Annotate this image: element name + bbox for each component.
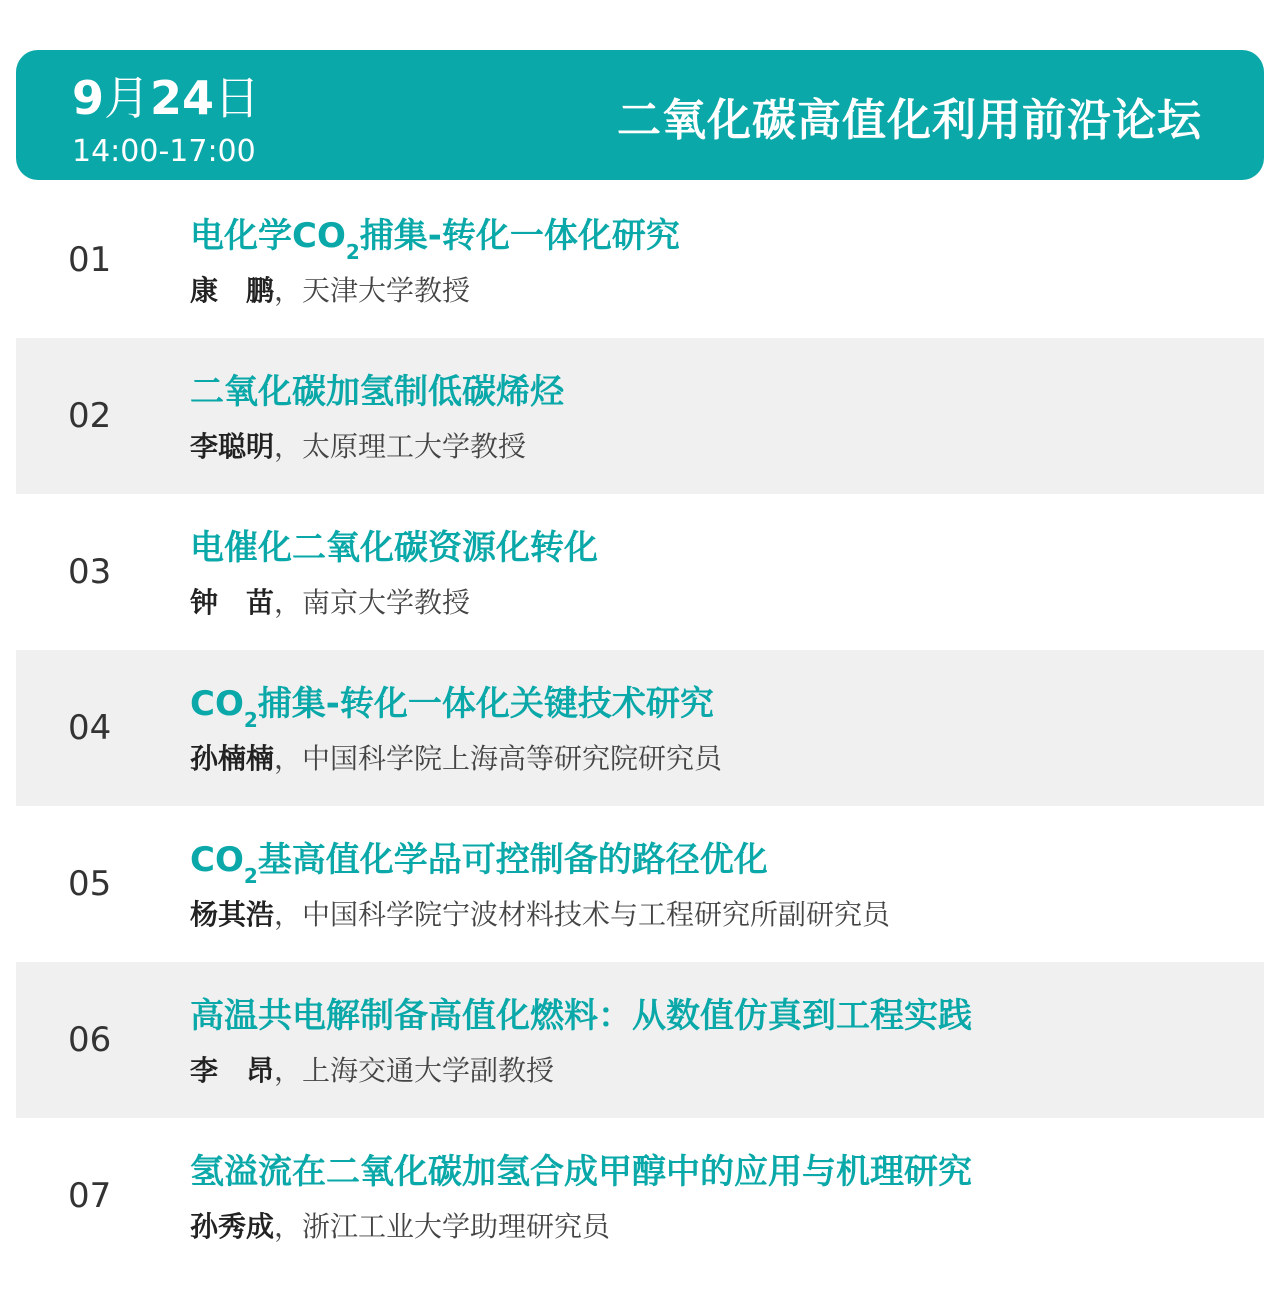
talk-title-text: CO — [190, 840, 244, 880]
subscript: 2 — [243, 708, 258, 732]
talk-title-text: 基高值化学品可控制备的路径优化 — [257, 840, 768, 880]
forum-header — [16, 50, 1264, 180]
speaker-name: 康 鹏 — [190, 274, 275, 307]
agenda-list — [16, 182, 1264, 1274]
speaker-line — [190, 1208, 610, 1246]
talk-title-text: 捕集-转化一体化关键技术研究 — [257, 684, 714, 724]
talk-title-text: 氢溢流在二氧化碳加氢合成甲醇中的应用与机理研究 — [190, 1152, 972, 1192]
speaker-affiliation: ，太原理工大学教授 — [274, 430, 527, 463]
speaker-affiliation: ，中国科学院宁波材料技术与工程研究所副研究员 — [274, 898, 891, 931]
speaker-line — [190, 584, 470, 622]
agenda-item — [16, 650, 1264, 806]
speaker-name: 杨其浩 — [190, 898, 275, 931]
agenda-item — [16, 338, 1264, 494]
subscript: 2 — [345, 240, 360, 264]
date-month-number: 9 — [72, 71, 105, 125]
date-month-unit: 月 — [104, 71, 151, 125]
talk-title — [190, 838, 768, 886]
date-day-number: 24 — [150, 71, 215, 125]
item-number: 02 — [68, 396, 112, 436]
speaker-affiliation: ，上海交通大学副教授 — [274, 1054, 555, 1087]
talk-title-text: 捕集-转化一体化研究 — [359, 216, 680, 256]
talk-title — [190, 1150, 972, 1198]
talk-title — [190, 370, 564, 418]
speaker-line — [190, 740, 722, 778]
agenda-item — [16, 182, 1264, 338]
speaker-name: 钟 苗 — [190, 586, 275, 619]
agenda-item — [16, 962, 1264, 1118]
item-number: 05 — [68, 864, 112, 904]
item-number: 06 — [68, 1020, 112, 1060]
speaker-line — [190, 1052, 554, 1090]
speaker-name: 李 昂 — [190, 1054, 275, 1087]
date-day-unit: 日 — [214, 71, 261, 125]
speaker-name: 孙秀成 — [190, 1210, 275, 1243]
speaker-affiliation: ，中国科学院上海高等研究院研究员 — [274, 742, 723, 775]
talk-title-text: 二氧化碳加氢制低碳烯烃 — [190, 372, 564, 412]
speaker-line — [190, 896, 890, 934]
talk-title — [190, 994, 972, 1042]
speaker-affiliation: ，天津大学教授 — [274, 274, 471, 307]
talk-title-text: 高温共电解制备高值化燃料：从数值仿真到工程实践 — [190, 996, 972, 1036]
item-number: 07 — [68, 1176, 112, 1216]
session-time: 14:00-17:00 — [72, 134, 256, 169]
session-date — [72, 70, 260, 126]
talk-title-text: 电催化二氧化碳资源化转化 — [190, 528, 598, 568]
agenda-item — [16, 1118, 1264, 1274]
subscript: 2 — [243, 864, 258, 888]
speaker-line — [190, 428, 526, 466]
talk-title — [190, 214, 680, 262]
agenda-item — [16, 806, 1264, 962]
forum-title: 二氧化碳高值化利用前沿论坛 — [617, 95, 1202, 146]
item-number: 01 — [68, 240, 112, 280]
agenda-item — [16, 494, 1264, 650]
speaker-name: 孙楠楠 — [190, 742, 275, 775]
talk-title-text: CO — [190, 684, 244, 724]
talk-title — [190, 682, 714, 730]
speaker-name: 李聪明 — [190, 430, 275, 463]
speaker-affiliation: ，南京大学教授 — [274, 586, 471, 619]
speaker-affiliation: ，浙江工业大学助理研究员 — [274, 1210, 611, 1243]
item-number: 04 — [68, 708, 112, 748]
item-number: 03 — [68, 552, 112, 592]
talk-title-text: 电化学CO — [190, 216, 346, 256]
speaker-line — [190, 272, 470, 310]
talk-title — [190, 526, 598, 574]
